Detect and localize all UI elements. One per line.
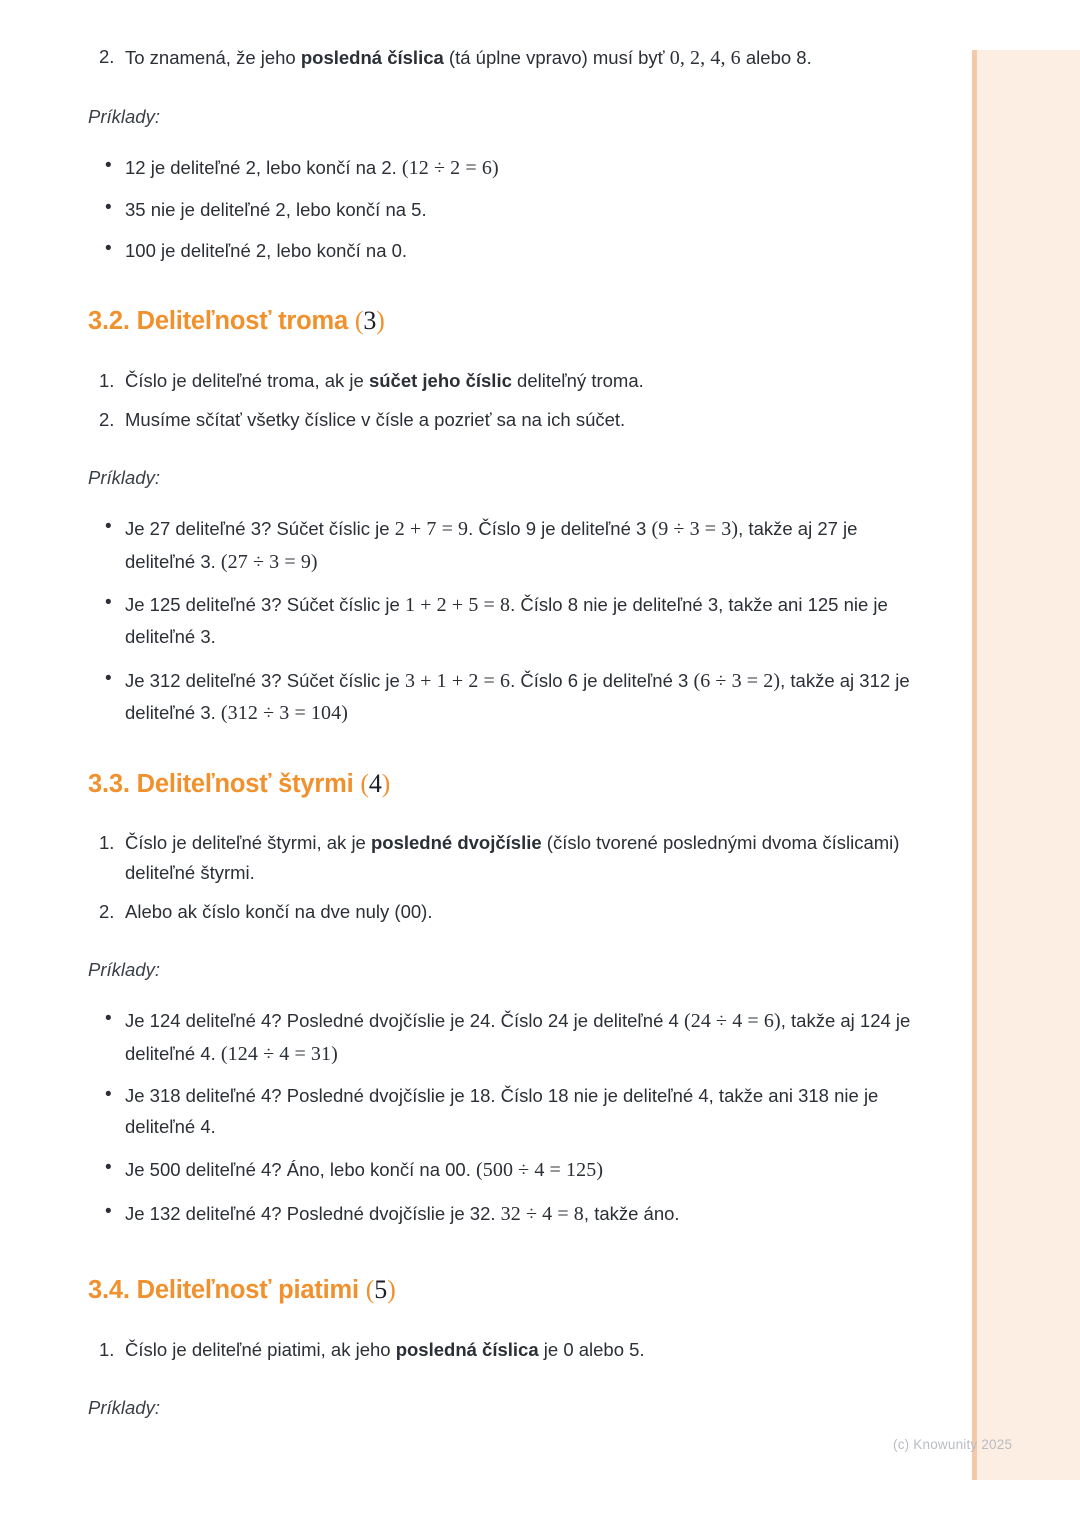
rule-text-post: (tá úplne vpravo) musí byť [443,47,670,68]
copyright-watermark: (c) Knowunity 2025 [893,1437,1013,1452]
heading-paren-open: ( [365,1275,375,1305]
heading-paren-open: ( [360,768,369,798]
rule-text-pre: Číslo je deliteľné piatimi, ak jeho [125,1338,396,1360]
rule-text-pre: To znamená, že jeho [125,47,301,68]
examples-label: Príklady: [88,106,160,128]
rule-text-pre: Musíme sčítať všetky číslice v čísle a pozrieť sa na ich súčet. [125,409,626,431]
list-spacer [88,1070,912,1081]
divisibility-by-five-rules [88,1335,912,1365]
example-text-b: . Číslo 8 nie je deliteľné 3, takže ani 125 nie je deliteľné 3. [125,593,888,648]
list-item [88,1198,912,1230]
examples-label: Príklady: [88,959,160,981]
list-item [88,1005,912,1070]
example-math-2: (9 ÷ 3 = 3) [651,518,739,541]
list-spacer [88,185,912,194]
divisibility-by-four-examples [88,1005,912,1230]
example-math-2: (6 ÷ 3 = 2) [693,669,781,692]
bullet-marker: • [105,516,112,538]
list-item [88,366,912,396]
example-text: 100 je deliteľné 2, lebo končí na 0. [125,240,408,262]
list-item [88,405,912,435]
rule-text-post: (číslo tvorené poslednými dvoma číslicami) deliteľné štyrmi. [125,832,900,884]
rule-text-tail: alebo 8. [740,47,812,68]
example-math-3: (312 ÷ 3 = 104) [220,702,348,725]
list-marker: 1. [99,370,115,392]
heading-label: 3.2. Deliteľnosť troma [88,307,355,336]
example-text-a: Je 125 deliteľné 3? Súčet číslic je [125,593,405,615]
list-item [88,42,912,74]
list-item [88,665,912,730]
bullet-marker: • [105,591,112,613]
list-item [88,828,912,888]
bullet-marker: • [105,1157,112,1179]
heading-number: 5 [374,1275,388,1305]
bullet-marker: • [105,1200,112,1222]
list-spacer [88,1143,912,1154]
heading-paren-close: ) [381,768,391,798]
example-text: 12 je deliteľné 2, lebo končí na 2. [125,157,402,179]
example-math-1: (24 ÷ 4 = 6) [683,1010,781,1033]
rule-text-bold: posledná číslica [300,47,444,68]
heading-label: 3.3. Deliteľnosť štyrmi [88,769,361,798]
bullet-marker: • [105,155,112,177]
example-math-1: 2 + 7 = 9 [394,518,469,541]
example-text-b: . Číslo 6 je deliteľné 3 [510,669,694,691]
divisibility-by-two-rules-continued [88,42,912,74]
example-math-2: (124 ÷ 4 = 31) [220,1042,338,1065]
list-marker: 1. [99,832,115,854]
example-text-b: . Číslo 9 je deliteľné 3 [468,518,652,540]
example-text-a: Je 27 deliteľné 3? Súčet číslic je [125,518,395,540]
list-spacer [88,396,912,405]
example-text-c: , takže aj 27 je deliteľné 3. [125,518,858,572]
example-text-b: , takže áno. [583,1202,680,1224]
example-text-a: Je 318 deliteľné 4? Posledné dvojčíslie je 18. Číslo 18 nie je deliteľné 4, takže ani 318 nie je deliteľné 4. [125,1084,879,1137]
rule-text-bold: posledná číslica [395,1338,539,1360]
list-marker: 2. [99,46,115,67]
list-item [88,513,912,578]
example-math: (12 ÷ 2 = 6) [401,157,499,180]
list-spacer [88,654,912,665]
list-item [88,1154,912,1186]
example-text-a: Je 500 deliteľné 4? Áno, lebo končí na 00. [125,1159,476,1181]
bullet-marker: • [105,667,112,689]
rule-text-bold: súčet jeho číslic [368,370,512,392]
section-heading-3-4 [88,1274,912,1307]
list-item [88,194,912,226]
bullet-marker: • [105,238,112,260]
divisibility-by-three-rules [88,366,912,435]
examples-label: Príklady: [88,467,160,489]
heading-paren-close: ) [387,1275,396,1305]
example-text-b: , takže aj 124 je deliteľné 4. [125,1010,911,1064]
list-item [88,897,912,927]
list-spacer [88,1187,912,1198]
rule-text-pre: Alebo ak číslo končí na dve nuly (00). [125,901,433,923]
list-marker: 1. [99,1338,115,1360]
example-math-1: 32 ÷ 4 = 8 [500,1202,584,1225]
example-math-1: 1 + 2 + 5 = 8 [404,593,511,616]
example-text-a: Je 124 deliteľné 4? Posledné dvojčíslie je 24. Číslo 24 je deliteľné 4 [125,1010,684,1032]
heading-paren-open: ( [354,306,364,336]
bullet-marker: • [105,196,112,218]
list-item [88,235,912,267]
list-item [88,1081,912,1143]
rule-text-pre: Číslo je deliteľné troma, ak je [125,370,369,392]
rule-text-pre: Číslo je deliteľné štyrmi, ak je [125,832,371,854]
rule-math: 0, 2, 4, 6 [669,47,741,69]
heading-paren-close: ) [376,306,385,336]
list-spacer [88,888,912,897]
example-math-1: (500 ÷ 4 = 125) [476,1159,604,1182]
heading-number: 4 [368,768,382,798]
list-item [88,589,912,654]
list-spacer [88,578,912,589]
rule-text-post: deliteľný troma. [511,370,644,392]
example-text-a: Je 312 deliteľné 3? Súčet číslic je [125,669,405,691]
example-text: 35 nie je deliteľné 2, lebo končí na 5. [125,198,427,220]
example-text-c: , takže aj 312 je deliteľné 3. [125,669,910,724]
bullet-marker: • [105,1083,112,1105]
divisibility-by-four-rules [88,828,912,927]
section-heading-3-3 [88,768,912,801]
list-marker: 2. [99,409,115,431]
decorative-side-panel-edge [972,50,977,1480]
section-heading-3-2 [88,305,912,338]
divisibility-by-two-examples [88,152,912,267]
examples-label: Príklady: [88,1396,160,1418]
rule-text-post: je 0 alebo 5. [538,1338,645,1360]
bullet-marker: • [105,1008,112,1030]
rule-text-bold: posledné dvojčíslie [370,832,542,854]
list-item [88,152,912,184]
example-math-3: (27 ÷ 3 = 9) [220,550,318,573]
example-math-1: 3 + 1 + 2 = 6 [404,669,511,692]
heading-label: 3.4. Deliteľnosť piatimi [88,1276,366,1305]
list-item [88,1335,912,1365]
decorative-side-panel [972,50,1080,1480]
example-text-a: Je 132 deliteľné 4? Posledné dvojčíslie je 32. [125,1202,501,1224]
divisibility-by-three-examples [88,513,912,729]
heading-number: 3 [363,306,377,336]
list-spacer [88,226,912,235]
list-marker: 2. [99,901,115,923]
